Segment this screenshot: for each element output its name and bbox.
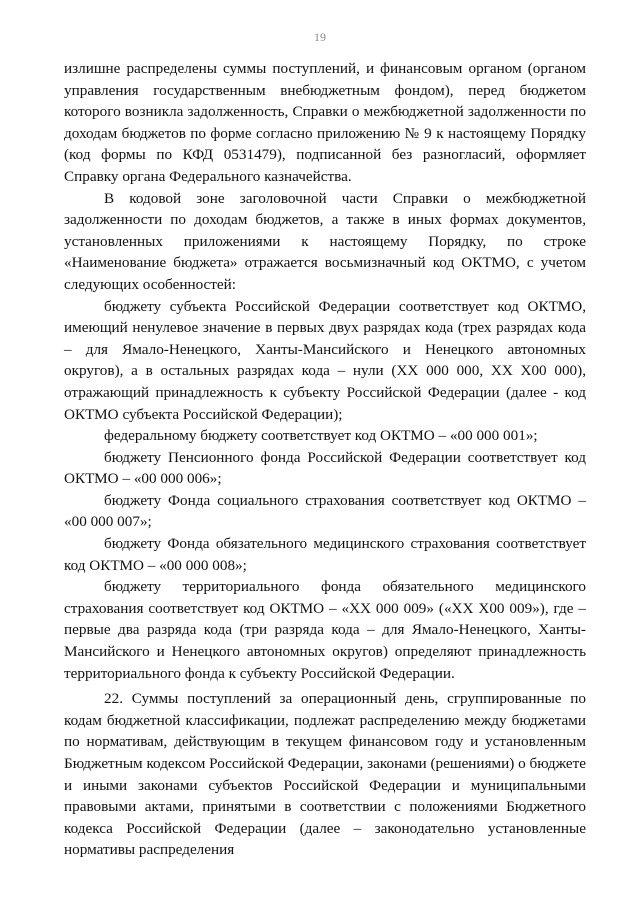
paragraph-code-zone: В кодовой зоне заголовочной части Справки о межбюджетной задолженности по доходам бюджетов, а также в иных формах документов, установленных приложениями к настоящему Порядку, по строке «Наименование бюджета» отражается восьмизначный код ОКТМО, с учетом следующих особенностей: <box>64 189 586 293</box>
paragraph-continuation: излишне распределены суммы поступлений, и финансовым органом (органом управления государственным внебюджетным фондом), перед бюджетом которого возникла задолженность, Справки о межбюджетной задолженности по доходам бюджетов по форме согласно приложению № 9 к настоящему Порядку (код формы по КФД 0531479), подписанной без разногласий, оформляет Справку органа Федерального казначейства. <box>64 60 586 185</box>
list-item-federal-budget: федеральному бюджету соответствует код ОКТМО – «00 000 001»; <box>104 427 538 445</box>
list-item-subject-budget: бюджету субъекта Российской Федерации соответствует код ОКТМО, имеющий ненулевое значение в первых двух разрядах кода (трех разрядах кода – для Ямало-Ненецкого, Ханты-Мансийского и Ненецкого автономных округов), а в остальных разрядах кода – нули (XX 000 000, XX X00 000), отражающий принадлежность к субъекту Российской Федерации (далее - код ОКТМО субъекта Российской Федерации); <box>64 297 586 423</box>
page-number: 19 <box>314 30 326 44</box>
list-item-territorial-fund: бюджету территориального фонда обязательного медицинского страхования соответствует код ОКТМО – «XX 000 009» («XX X00 009»), где – первые два разряда кода (три разряда кода – для Ямало-Ненецкого, Ханты-Мансийского и Ненецкого автономных округов) определяют принадлежность территориального фонда к субъекту Российской Федерации. <box>64 578 586 682</box>
list-item-pension-fund: бюджету Пенсионного фонда Российской Федерации соответствует код ОКТМО – «00 000 006»; <box>64 448 586 488</box>
list-item-medical-insurance-fund: бюджету Фонда обязательного медицинского страхования соответствует код ОКТМО – «00 000 008»; <box>64 535 586 574</box>
document-body <box>64 58 586 861</box>
paragraph-section-22: 22. Суммы поступлений за операционный день, сгруппированные по кодам бюджетной классификации, подлежат распределению между бюджетами по нормативам, действующим в текущем финансовом году и установленным Бюджетным кодексом Российской Федерации, законами (решениями) о бюджете и иными законами субъектов Российской Федерации и муниципальными правовыми актами, принятыми в соответствии с положениями Бюджетного кодекса Российской Федерации (далее – законодательно установленные нормативы распределения <box>64 690 586 859</box>
list-item-social-insurance-fund: бюджету Фонда социального страхования соответствует код ОКТМО – «00 000 007»; <box>64 491 586 531</box>
